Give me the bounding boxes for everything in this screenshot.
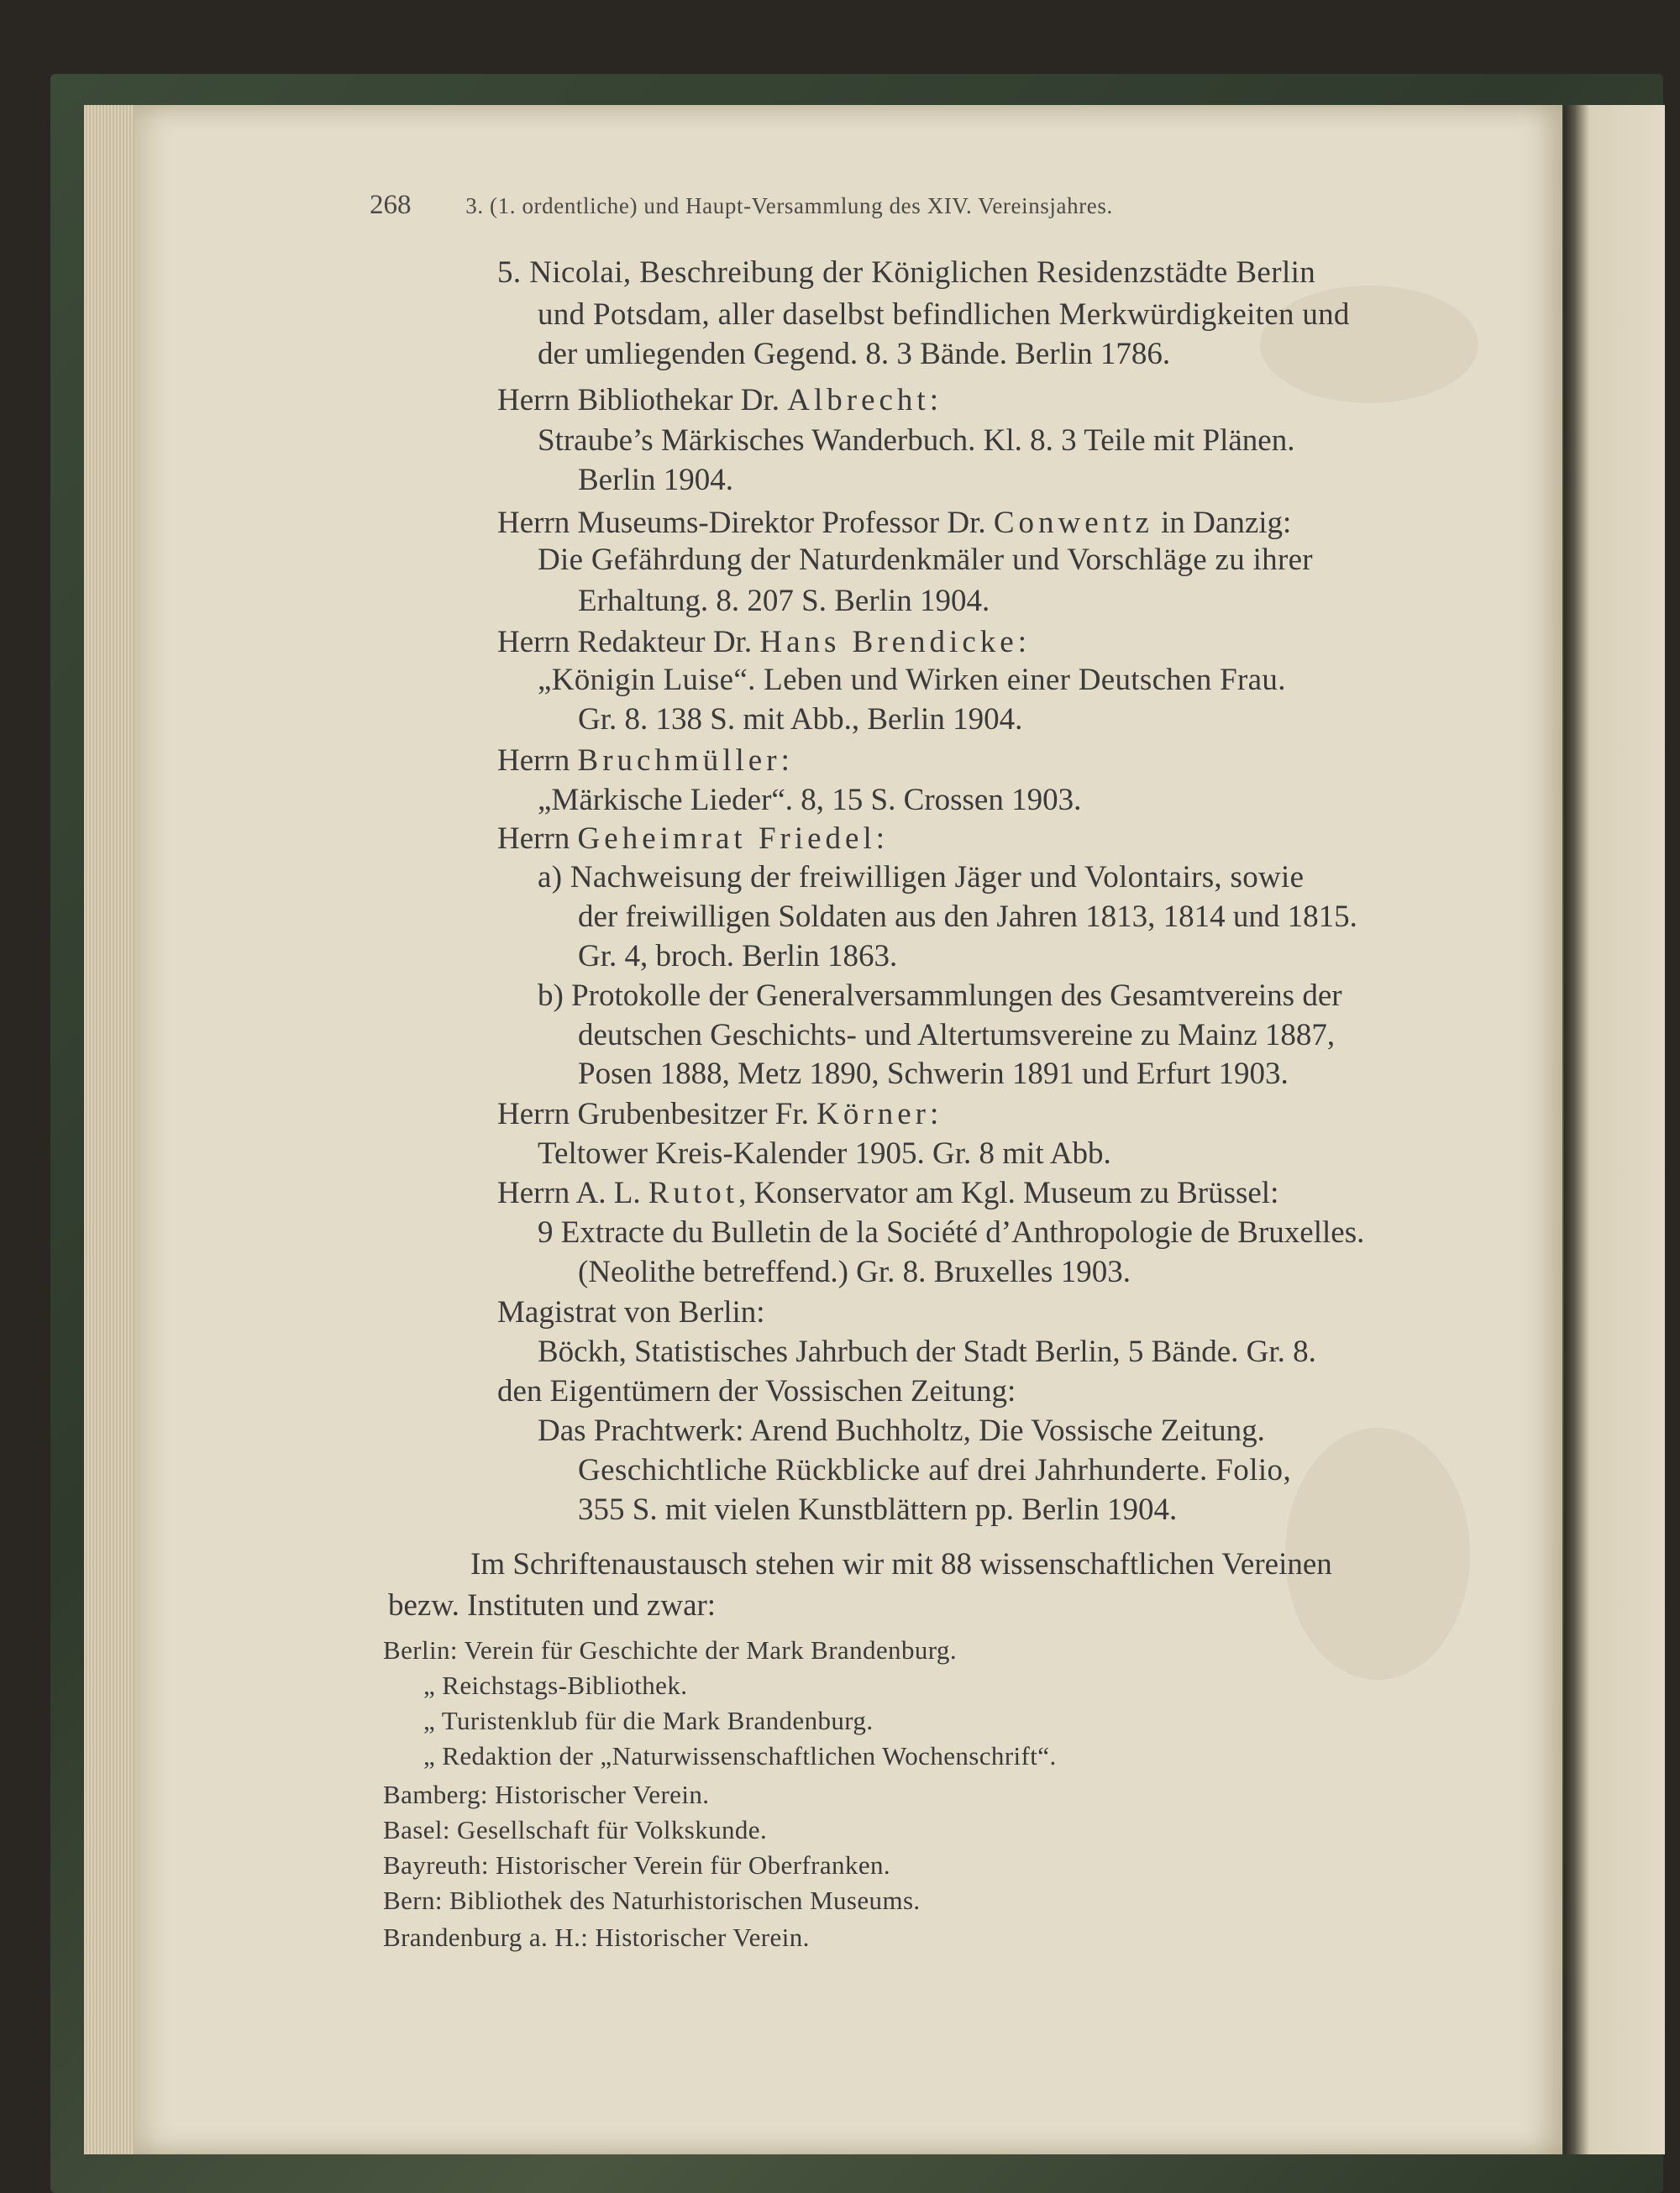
text-line: Bamberg: Historischer Verein.	[383, 1780, 710, 1809]
text-line: Im Schriftenaustausch stehen wir mit 88 wissenschaftlichen Vereinen	[470, 1547, 1332, 1582]
text-line: „Königin Luise“. Leben und Wirken einer Deutschen Frau.	[538, 663, 1286, 697]
text-line: bezw. Instituten und zwar:	[388, 1588, 717, 1623]
text-line: „Märkische Lieder“. 8, 15 S. Crossen 1903.	[538, 783, 1082, 817]
text-line: den Eigentümern der Vossischen Zeitung:	[497, 1374, 1016, 1409]
text-line: (Neolithe betreffend.) Gr. 8. Bruxelles 1903.	[578, 1255, 1131, 1289]
text-line: Erhaltung. 8. 207 S. Berlin 1904.	[578, 584, 990, 618]
text-line: Das Prachtwerk: Arend Buchholtz, Die Vossische Zeitung.	[538, 1414, 1265, 1448]
text-line: und Potsdam, aller daselbst befindlichen Merkwürdigkeiten und	[538, 297, 1350, 332]
text-line: Berlin 1904.	[578, 463, 733, 497]
page-number: 268	[370, 190, 412, 220]
text-line: Magistrat von Berlin:	[497, 1295, 765, 1330]
text-line: Herrn Geheimrat Friedel:	[497, 821, 885, 856]
text-line: „ Turistenklub für die Mark Brandenburg.	[423, 1706, 874, 1735]
text-line: der freiwilligen Soldaten aus den Jahren 1813, 1814 und 1815.	[578, 900, 1357, 934]
text-line: Herrn Redakteur Dr. Hans Brendicke:	[497, 625, 1026, 659]
text-line: Berlin: Verein für Geschichte der Mark Brandenburg.	[383, 1635, 957, 1665]
text-line: Basel: Gesellschaft für Volkskunde.	[383, 1815, 768, 1844]
text-line: 9 Extracte du Bulletin de la Société d’Anthropologie de Bruxelles.	[538, 1215, 1365, 1250]
text-line: Herrn Bruchmüller:	[497, 743, 790, 778]
text-line: Gr. 8. 138 S. mit Abb., Berlin 1904.	[578, 702, 1023, 737]
text-line: b) Protokolle der Generalversammlungen des Gesamtvereins der	[538, 978, 1342, 1013]
text-line: „ Reichstags-Bibliothek.	[423, 1671, 688, 1700]
facing-page-edge	[1564, 105, 1665, 2154]
text-line: Die Gefährdung der Naturdenkmäler und Vorschläge zu ihrer	[538, 543, 1313, 577]
text-line: Böckh, Statistisches Jahrbuch der Stadt Berlin, 5 Bände. Gr. 8.	[538, 1335, 1316, 1369]
text-line: der umliegenden Gegend. 8. 3 Bände. Berlin 1786.	[538, 337, 1171, 371]
text-line: Bern: Bibliothek des Naturhistorischen Museums.	[383, 1886, 921, 1915]
running-head	[370, 190, 1327, 221]
text-line: 355 S. mit vielen Kunstblättern pp. Berlin 1904.	[578, 1493, 1178, 1527]
text-line: Herrn Museums-Direktor Professor Dr. Conwentz in Danzig:	[497, 506, 1292, 540]
text-line: Geschichtliche Rückblicke auf drei Jahrhunderte. Folio,	[578, 1453, 1292, 1487]
text-line: Brandenburg a. H.: Historischer Verein.	[383, 1923, 810, 1952]
text-line: Herrn A. L. Rutot, Konservator am Kgl. Museum zu Brüssel:	[497, 1176, 1279, 1210]
text-line: a) Nachweisung der freiwilligen Jäger und Volontairs, sowie	[538, 860, 1305, 895]
text-line: „ Redaktion der „Naturwissenschaftlichen Wochenschrift“.	[423, 1741, 1057, 1771]
text-line: deutschen Geschichts- und Altertumsvereine zu Mainz 1887,	[578, 1018, 1336, 1052]
text-line: Straube’s Märkisches Wanderbuch. Kl. 8. 3 Teile mit Plänen.	[538, 423, 1295, 458]
text-line: Herrn Bibliothekar Dr. Albrecht:	[497, 383, 938, 417]
text-line: Teltower Kreis-Kalender 1905. Gr. 8 mit Abb.	[538, 1136, 1111, 1171]
text-line: Herrn Grubenbesitzer Fr. Körner:	[497, 1097, 939, 1131]
text-line: Posen 1888, Metz 1890, Schwerin 1891 und Erfurt 1903.	[578, 1057, 1289, 1091]
text-line: Gr. 4, broch. Berlin 1863.	[578, 939, 898, 973]
text-line: 5. Nicolai, Beschreibung der Königlichen Residenzstädte Berlin	[497, 255, 1316, 290]
running-title: 3. (1. ordentliche) und Haupt-Versammlung des XIV. Vereinsjahres.	[465, 193, 1113, 218]
text-line: Bayreuth: Historischer Verein für Oberfranken.	[383, 1850, 891, 1880]
